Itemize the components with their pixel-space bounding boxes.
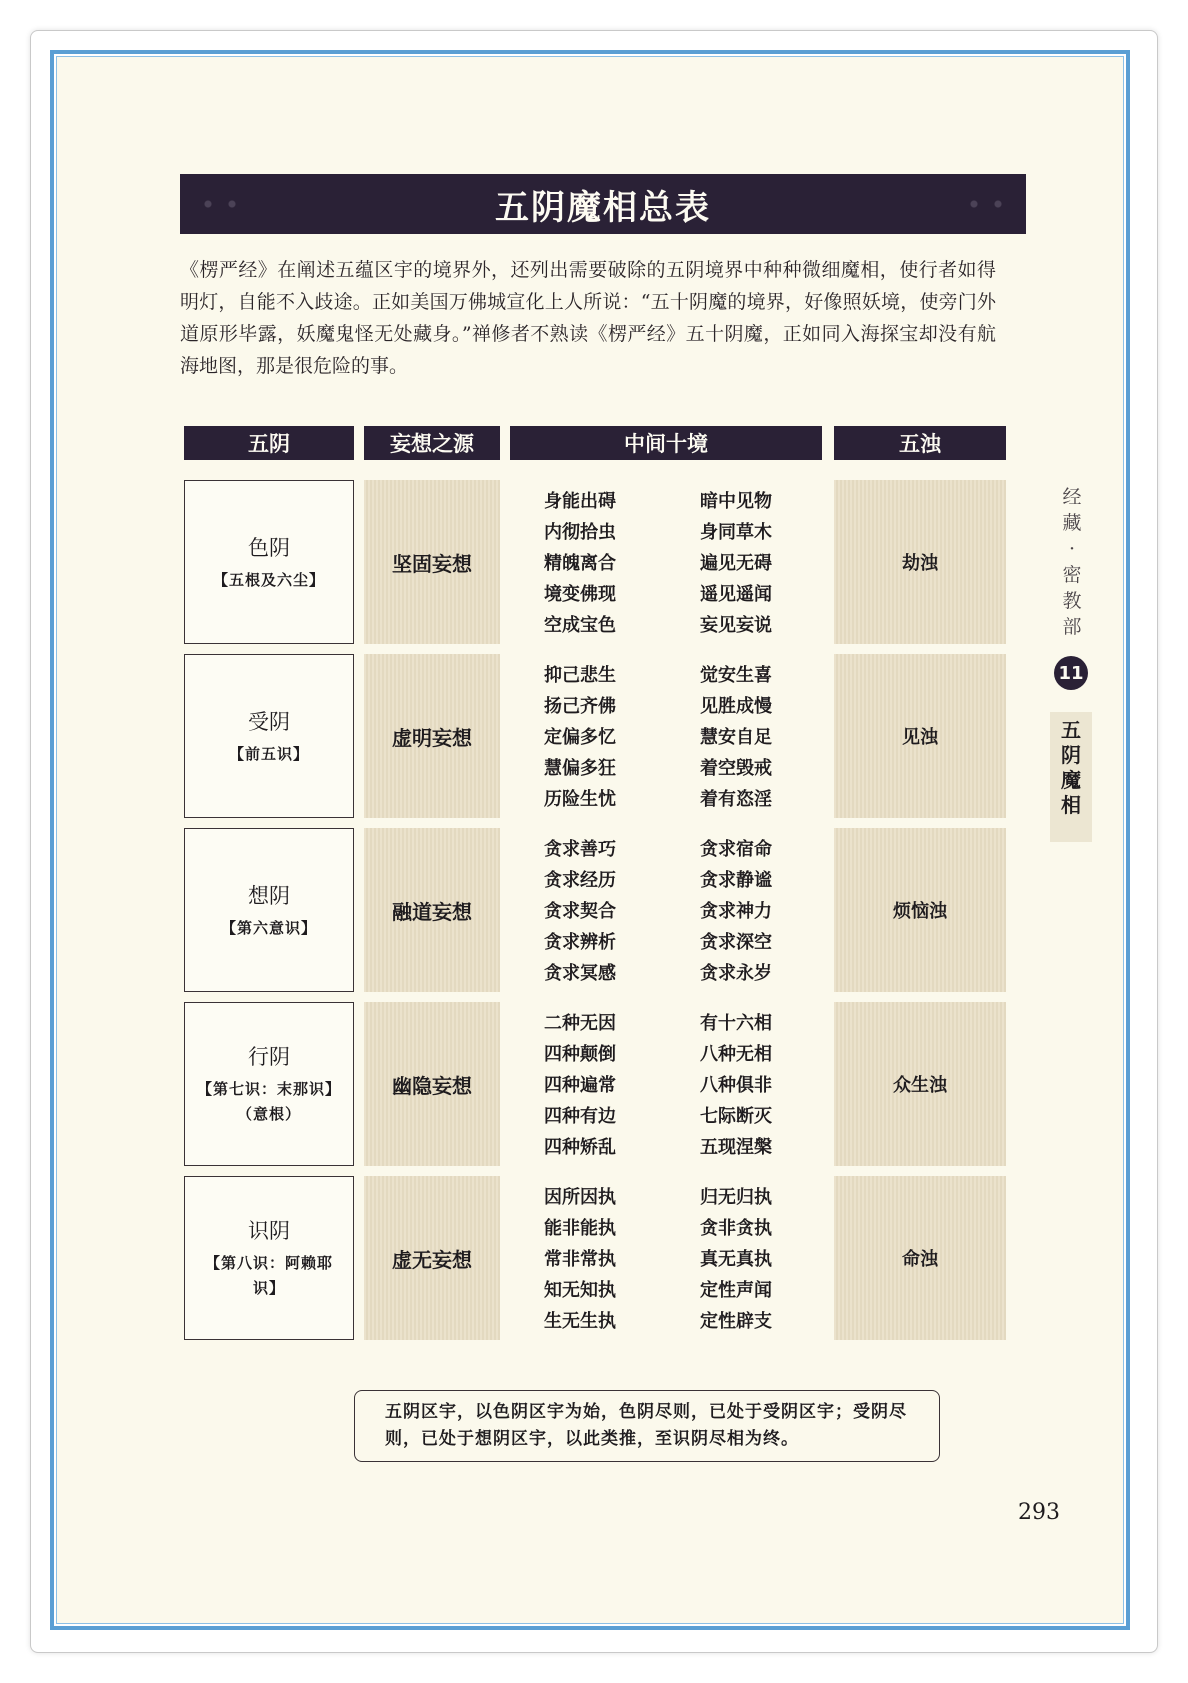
realm-column-left — [544, 834, 654, 989]
realm-item: 贪求神力 — [700, 901, 772, 922]
side-title-char: 五 — [1061, 718, 1081, 742]
realm-item: 觉安生喜 — [700, 665, 772, 686]
page-number: 293 — [1018, 1500, 1060, 1525]
realm-column-left — [544, 486, 654, 641]
yin-name: 受阴 — [248, 709, 290, 734]
realm-column-left — [544, 1182, 654, 1337]
header-source: 妄想之源 — [364, 426, 500, 460]
realm-item: 四种有边 — [544, 1106, 616, 1127]
side-char: 教 — [1062, 590, 1082, 612]
source-cell: 坚固妄想 — [364, 480, 500, 644]
yin-note: 【第六意识】 — [220, 918, 317, 937]
realm-item: 能非能执 — [544, 1218, 616, 1239]
realm-item: 贪求冥感 — [544, 963, 616, 984]
chapter-number-badge: 11 — [1054, 656, 1088, 690]
yin-name: 识阴 — [248, 1219, 290, 1243]
realm-column-right — [700, 660, 810, 815]
realm-item: 贪求静谧 — [700, 870, 772, 891]
yin-name: 想阴 — [248, 883, 290, 908]
realm-column-right — [700, 1182, 810, 1337]
realm-item: 四种矫乱 — [544, 1137, 616, 1158]
realm-item: 四种遍常 — [544, 1075, 616, 1096]
realm-item: 有十六相 — [700, 1013, 772, 1034]
realm-item: 常非常执 — [544, 1249, 616, 1270]
realm-item: 遥见遥闻 — [700, 584, 772, 605]
side-title-char: 阴 — [1061, 743, 1081, 767]
realm-item: 空成宝色 — [544, 615, 616, 636]
realm-item: 身同草木 — [700, 522, 772, 543]
realm-item: 抑己悲生 — [544, 665, 616, 686]
realm-item: 生无生执 — [544, 1311, 616, 1332]
yin-cell — [184, 828, 354, 992]
zhuo-cell: 众生浊 — [834, 1002, 1006, 1166]
zhuo-cell: 命浊 — [834, 1176, 1006, 1340]
realm-item: 贪求永岁 — [700, 963, 772, 984]
source-cell: 虚明妄想 — [364, 654, 500, 818]
yin-name: 行阴 — [248, 1045, 290, 1069]
yin-note: 【第八识：阿赖耶识】 — [204, 1254, 333, 1297]
realm-item: 遍见无碍 — [700, 553, 772, 574]
realm-item: 定偏多忆 — [544, 727, 616, 748]
realm-item: 因所因执 — [544, 1187, 616, 1208]
realm-item: 精魄离合 — [544, 553, 616, 574]
realm-item: 定性声闻 — [700, 1280, 772, 1301]
table-title-bar — [180, 174, 1026, 234]
realm-column-right — [700, 834, 810, 989]
right-ornament-icon — [956, 180, 1016, 228]
realm-item: 五现涅槃 — [700, 1137, 772, 1158]
realm-item: 慧安自足 — [700, 727, 772, 748]
realm-item: 定性辟支 — [700, 1311, 772, 1332]
yin-cell — [184, 1176, 354, 1340]
zhuo-cell: 见浊 — [834, 654, 1006, 818]
realm-item: 八种无相 — [700, 1044, 772, 1065]
realm-item: 贪求经历 — [544, 870, 616, 891]
realm-item: 历险生忧 — [544, 789, 616, 810]
realm-item: 见胜成慢 — [700, 696, 772, 717]
realm-item: 二种无因 — [544, 1013, 616, 1034]
realm-column-right — [700, 486, 810, 641]
summary-note: 五阴区宇，以色阴区宇为始，色阴尽则，已处于受阴区宇；受阴尽则，已处于想阴区宇，以此类推，至识阴尽相为终。 — [354, 1390, 940, 1462]
realm-item: 八种俱非 — [700, 1075, 772, 1096]
yin-name: 色阴 — [248, 535, 290, 560]
zhuo-cell: 烦恼浊 — [834, 828, 1006, 992]
realm-item: 七际断灭 — [700, 1106, 772, 1127]
realm-item: 妄见妄说 — [700, 615, 772, 636]
side-char: 藏 — [1062, 512, 1082, 534]
side-title-char: 相 — [1061, 793, 1081, 817]
realm-item: 着空毁戒 — [700, 758, 772, 779]
realm-item: 贪求契合 — [544, 901, 616, 922]
realm-item: 贪非贪执 — [700, 1218, 772, 1239]
side-char: · — [1068, 538, 1076, 560]
realm-item: 暗中见物 — [700, 491, 772, 512]
realm-item: 扬己齐佛 — [544, 696, 616, 717]
source-cell: 融道妄想 — [364, 828, 500, 992]
side-char: 部 — [1062, 616, 1082, 638]
source-cell: 幽隐妄想 — [364, 1002, 500, 1166]
yin-note: 【第七识：末那识】（意根） — [196, 1080, 341, 1123]
page-title: 五阴魔相总表 — [495, 187, 711, 228]
side-title-char: 魔 — [1061, 768, 1081, 792]
realm-item: 贪求善巧 — [544, 839, 616, 860]
side-section-label — [1054, 484, 1090, 640]
realm-item: 知无知执 — [544, 1280, 616, 1301]
realm-item: 四种颠倒 — [544, 1044, 616, 1065]
realm-item: 贪求宿命 — [700, 839, 772, 860]
realm-column-left — [544, 1008, 654, 1163]
header-realms: 中间十境 — [510, 426, 822, 460]
side-chapter-title — [1050, 712, 1092, 842]
realm-item: 归无归执 — [700, 1187, 772, 1208]
yin-cell — [184, 654, 354, 818]
realm-item: 着有恣淫 — [700, 789, 772, 810]
side-char: 密 — [1062, 564, 1082, 586]
intro-paragraph: 《楞严经》在阐述五蕴区宇的境界外，还列出需要破除的五阴境界中种种微细魔相，使行者如得明灯，自能不入歧途。正如美国万佛城宣化上人所说：“五十阴魔的境界，好像照妖境，使旁门外道原形毕露，妖魔鬼怪无处藏身。”禅修者不熟读《楞严经》五十阴魔，正如同入海探宝却没有航海地图，那是很危险的事。 — [180, 259, 996, 377]
source-cell: 虚无妄想 — [364, 1176, 500, 1340]
yin-note: 【五根及六尘】 — [212, 570, 325, 589]
realm-item: 贪求辨析 — [544, 932, 616, 953]
yin-cell — [184, 1002, 354, 1166]
yin-cell — [184, 480, 354, 644]
realm-column-left — [544, 660, 654, 815]
realm-item: 真无真执 — [700, 1249, 772, 1270]
realm-column-right — [700, 1008, 810, 1163]
left-ornament-icon — [190, 180, 250, 228]
realm-item: 慧偏多狂 — [544, 758, 616, 779]
header-zhuo: 五浊 — [834, 426, 1006, 460]
realm-item: 境变佛现 — [544, 584, 616, 605]
header-yin: 五阴 — [184, 426, 354, 460]
realm-item: 身能出碍 — [544, 491, 616, 512]
zhuo-cell: 劫浊 — [834, 480, 1006, 644]
realm-item: 贪求深空 — [700, 932, 772, 953]
side-char: 经 — [1062, 486, 1082, 508]
realm-item: 内彻拾虫 — [544, 522, 616, 543]
yin-note: 【前五识】 — [228, 744, 309, 763]
